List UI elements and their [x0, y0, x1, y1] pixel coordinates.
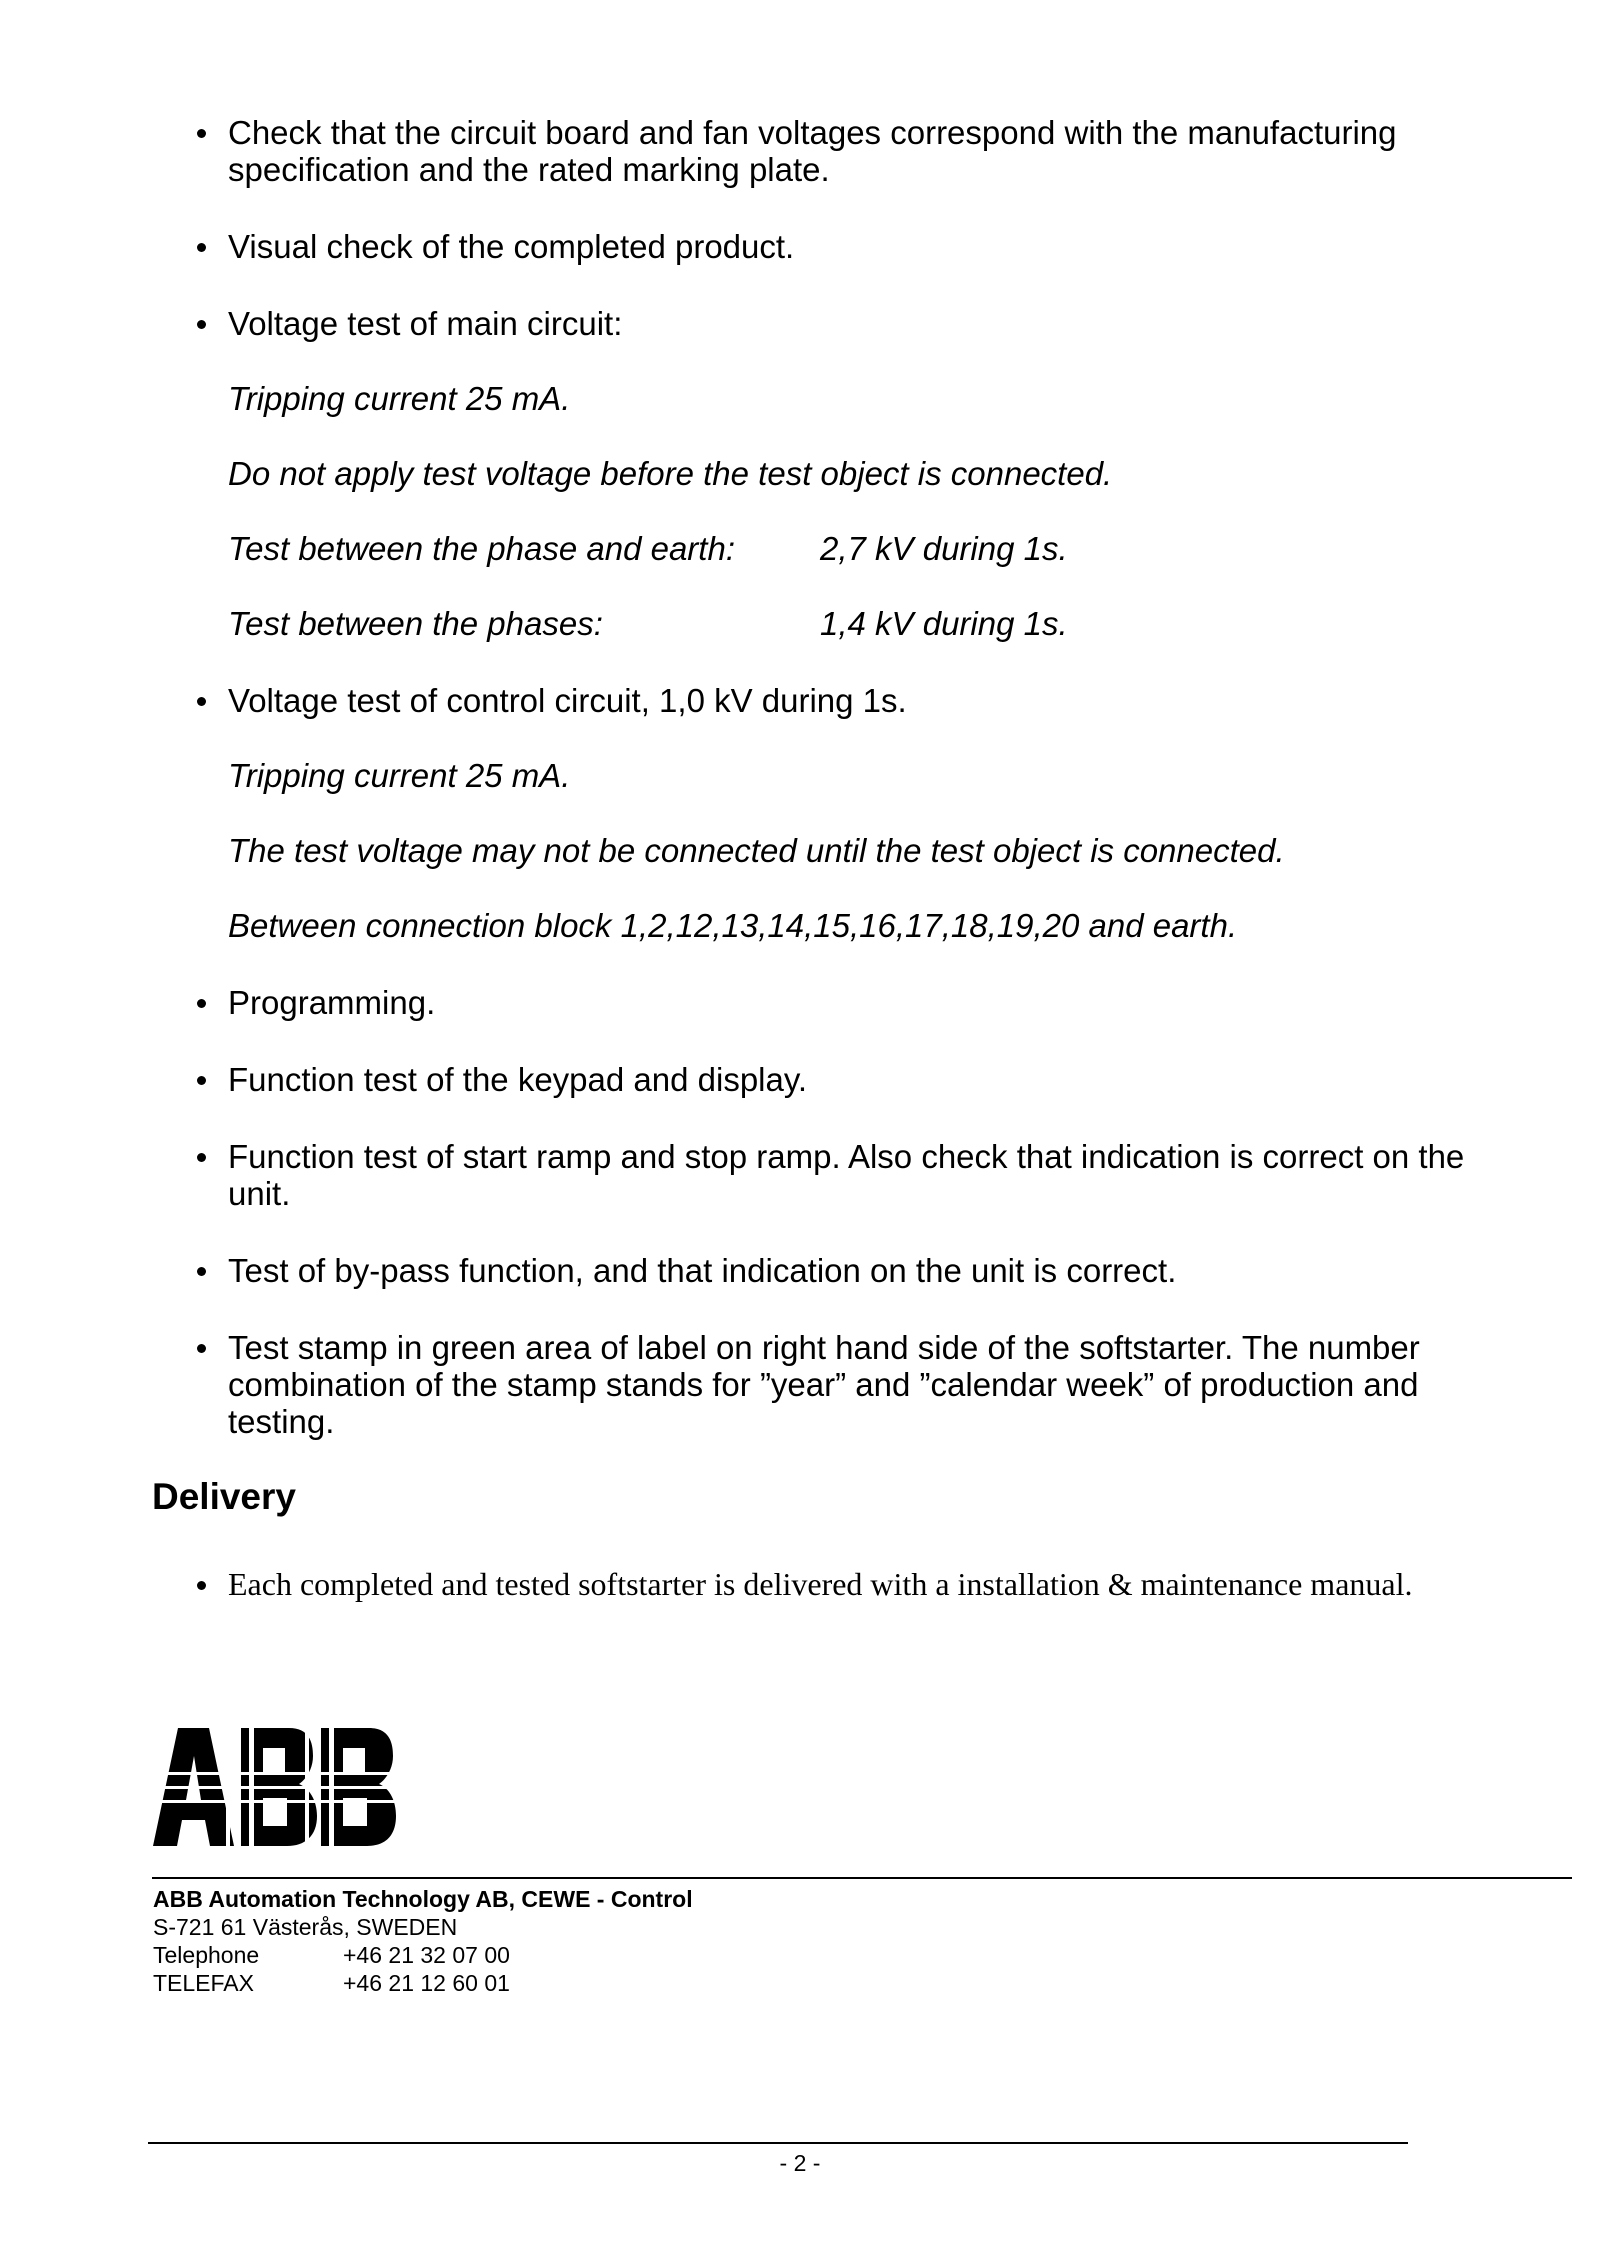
phases-label: Test between the phases:	[228, 605, 603, 642]
tripping-current-note: Tripping current 25 mA.	[228, 757, 571, 794]
delivery-heading: Delivery	[152, 1476, 296, 1517]
list-item	[228, 1329, 1478, 1440]
list-item	[228, 682, 1478, 944]
list-item	[228, 1138, 1478, 1212]
telefax-value: +46 21 12 60 01	[343, 1970, 510, 1996]
list-item-text: Visual check of the completed product.	[228, 228, 795, 265]
telephone-value: +46 21 32 07 00	[343, 1942, 510, 1968]
list-item-text: Programming.	[228, 984, 436, 1021]
abb-logo-icon	[153, 1728, 396, 1846]
phases-test-row	[228, 605, 1478, 642]
list-item-text: Function test of the keypad and display.	[228, 1061, 808, 1098]
list-item	[228, 1252, 1478, 1289]
list-item-text: Test of by-pass function, and that indication on the unit is correct.	[228, 1252, 1177, 1289]
company-name: ABB Automation Technology AB, CEWE - Control	[153, 1886, 693, 1912]
tripping-current-note: Tripping current 25 mA.	[228, 380, 571, 417]
list-item	[228, 1061, 1478, 1098]
list-item-text: Test stamp in green area of label on right hand side of the softstarter. The number combination of the stamp stands for ”year” and ”calendar week” of production and testing.	[228, 1329, 1420, 1440]
phase-earth-value: 2,7 kV during 1s.	[820, 530, 1068, 567]
list-item-text: Voltage test of main circuit:	[228, 305, 623, 342]
phase-earth-test-row	[228, 530, 1478, 567]
list-item-text: Function test of start ramp and stop ramp. Also check that indication is correct on the unit.	[228, 1138, 1465, 1212]
page-bottom-divider	[148, 2142, 1408, 2144]
footer-divider	[152, 1877, 1572, 1879]
telefax-row	[153, 1969, 693, 1997]
list-item	[228, 114, 1478, 188]
list-item	[228, 305, 1478, 642]
telephone-label: Telephone	[153, 1942, 260, 1968]
test-warning-note: Do not apply test voltage before the test object is connected.	[228, 455, 1113, 492]
page-number: - 2 -	[779, 2150, 821, 2176]
test-procedure-list	[228, 114, 1478, 1480]
list-item	[228, 984, 1478, 1021]
company-address: S-721 61 Västerås, SWEDEN	[153, 1914, 458, 1940]
list-item-text: Check that the circuit board and fan voltages correspond with the manufacturing specification and the rated marking plate.	[228, 114, 1397, 188]
delivery-list-item: Each completed and tested softstarter is delivered with a installation & maintenance manual.	[228, 1566, 1528, 1602]
phase-earth-label: Test between the phase and earth:	[228, 530, 735, 567]
test-warning-note: The test voltage may not be connected until the test object is connected.	[228, 832, 1285, 869]
list-item	[228, 228, 1478, 265]
connection-block-note: Between connection block 1,2,12,13,14,15,16,17,18,19,20 and earth.	[228, 907, 1238, 944]
list-item-text: Voltage test of control circuit, 1,0 kV during 1s.	[228, 682, 907, 719]
telephone-row	[153, 1941, 693, 1969]
telefax-label: TELEFAX	[153, 1970, 254, 1996]
phases-value: 1,4 kV during 1s.	[820, 605, 1068, 642]
company-contact-block	[153, 1885, 693, 1997]
